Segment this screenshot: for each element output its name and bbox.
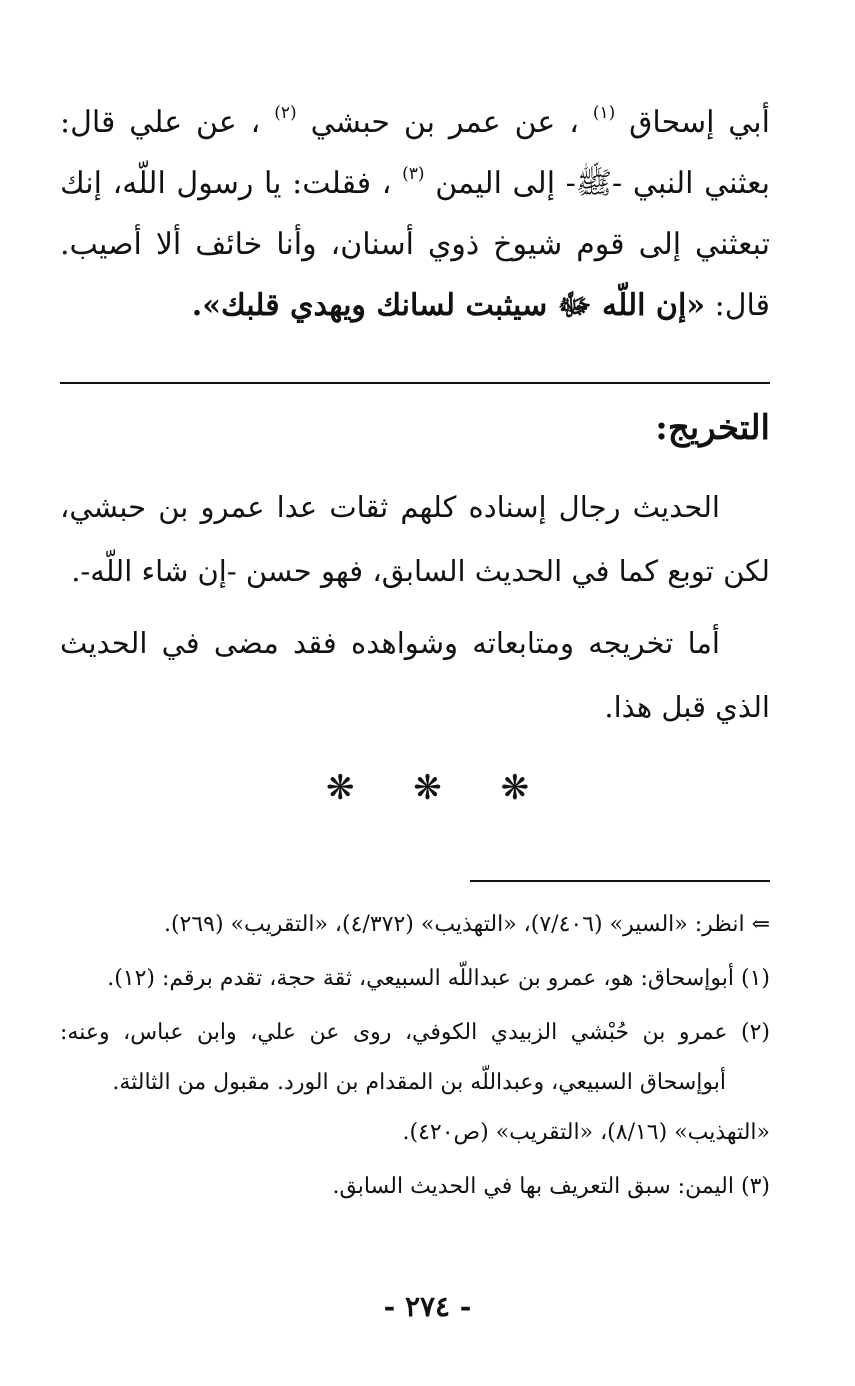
star-separator [0,768,855,808]
page-number: - ٢٧٤ - [383,1290,472,1323]
footnote-ref-2[interactable]: (٢) [274,103,297,123]
hadith-quote: «إن اللّه ﷻ سيثبت لسانك ويهدي قلبك». [191,288,706,323]
narration-text-4: ، فقلت: يا رسول اللّه، إنك تبعثني إلى قوم شيوخ ذوي أسنان، وأنا خائف ألا أصيب. قال: [60,166,770,323]
footnote-ref-1[interactable]: (١) [592,103,616,123]
narration-text-2: ، عن عمر بن حبشي [310,105,579,140]
footnote-ref-3[interactable]: (٣) [402,164,425,184]
footnote-divider [470,880,770,882]
footnote-1: (١) أبوإسحاق: هو، عمرو بن عبداللّه السبيعي، ثقة حجة، تقدم برقم: (١٢). [107,966,770,991]
takhrij-body [60,475,770,747]
footnote-carry: ⇐ انظر: «السير» (٧/٤٠٦)، «التهذيب» (٤/٣٧٢)، «التقريب» (٢٦٩). [163,912,770,937]
footnote-2-text: (٢) عمرو بن حُبْشي الزبيدي الكوفي، روى عن علي، وابن عباس، وعنه: أبوإسحاق السبيعي، وعبداللّه بن المقدام بن الورد. مقبول من الثالثة. [60,1020,770,1095]
footnote-2 [60,1008,770,1158]
takhrij-paragraph-1: الحديث رجال إسناده كلهم ثقات عدا عمرو بن حبشي، لكن توبع كما في الحديث السابق، فهو حسن -إن شاء اللّه-. [60,490,770,588]
star-icon: ❋ [413,768,442,808]
footnotes [60,900,770,1216]
footnote-2-refs: «التهذيب» (٨/١٦)، «التقريب» (ص٤٢٠). [402,1120,770,1145]
star-icon: ❋ [325,768,355,808]
narration-text-1: أبي إسحاق [629,105,770,140]
section-divider [60,382,770,384]
footnote-3: (٣) اليمن: سبق التعريف بها في الحديث السابق. [332,1174,770,1199]
narration-text-3: ، عن علي قال: بعثني النبي -ﷺ- إلى اليمن [60,105,770,201]
hadith-narration [60,92,770,336]
takhrij-paragraph-2: أما تخريجه ومتابعاته وشواهده فقد مضى في الحديث الذي قبل هذا. [60,626,770,724]
star-icon: ❋ [500,768,530,808]
section-heading: التخريج: [655,408,770,448]
